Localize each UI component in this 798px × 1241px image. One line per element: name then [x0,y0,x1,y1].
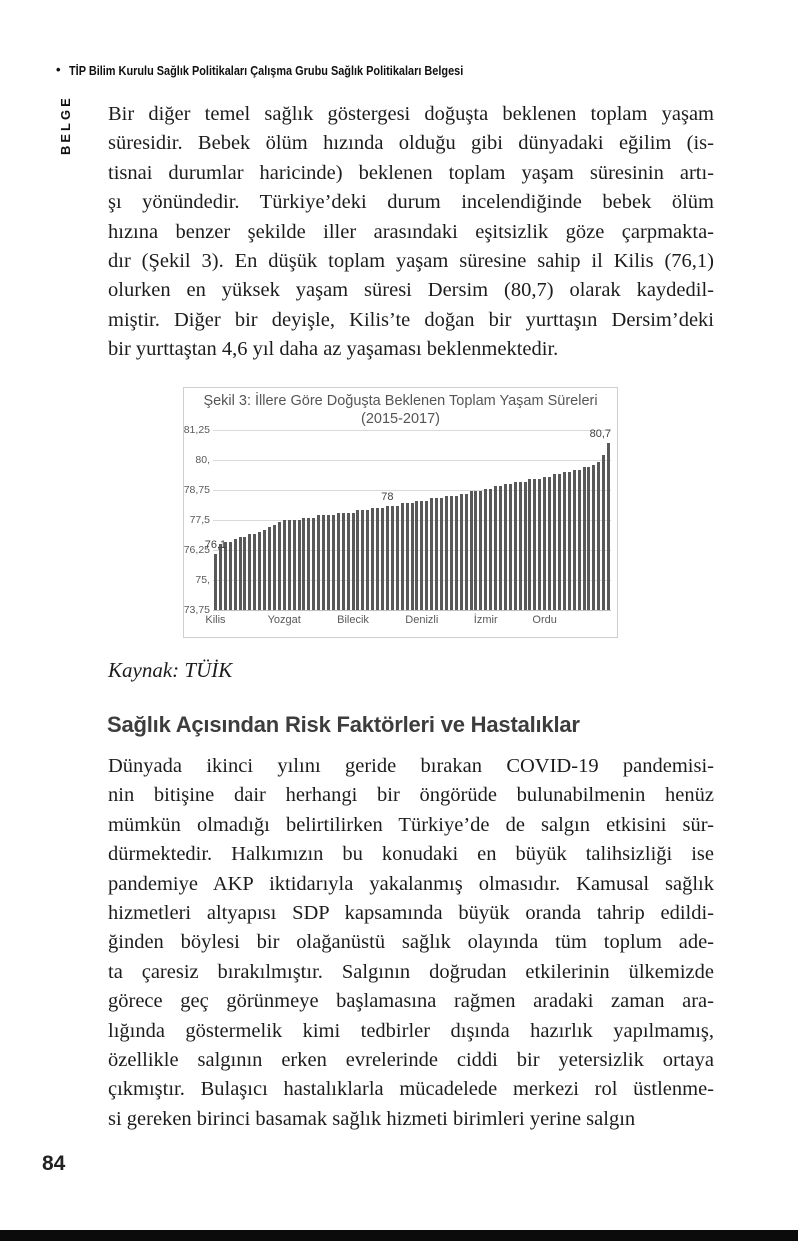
text-line: şı yönündedir. Türkiye’deki durum incelendiğinde bebek ölüm [108,191,714,214]
bar [396,506,399,610]
bottom-bar [0,1230,798,1241]
bar [268,527,271,610]
bar [401,503,404,610]
text-line: nin bitişine dair herhangi bir öngörüde bulunabilmenin henüz [108,784,714,807]
bar [568,472,571,610]
bar [248,534,251,610]
bar [484,489,487,610]
bar [258,532,261,610]
bar [263,530,266,610]
text-line: mümkün olmadığı belirtilirken Türkiye’de de salgın etkisini sür- [108,813,714,836]
bar [273,525,276,610]
bar [499,486,502,610]
bar [592,465,595,610]
bar [420,501,423,610]
x-axis-tick-label: Bilecik [337,614,369,626]
bar [366,510,369,610]
bar [322,515,325,610]
bar [519,482,522,610]
bar [548,477,551,610]
y-axis-tick-label: 80, [195,454,210,466]
bar [543,477,546,610]
text-line: çıkmıştır. Bulaşıcı hastalıklarla mücadelede merkezi rol üstlenme- [108,1078,714,1101]
bar [307,518,310,610]
y-axis-tick-label: 75, [195,574,210,586]
bar [460,494,463,610]
bar [293,520,296,610]
bar [337,513,340,610]
spine-vertical-label: BELGE [58,95,73,155]
page-header [56,62,756,78]
bar [597,462,600,610]
bar [214,554,217,610]
x-axis-tick-label: Yozgat [267,614,301,626]
gridline [213,460,611,461]
x-axis-tick-label: Denizli [405,614,439,626]
text-line: si gereken birinci basamak sağlık hizmeti birimleri yerine salgın [108,1107,636,1130]
bar [243,537,246,610]
bar [381,508,384,610]
text-line: bir yurttaştan 4,6 yıl daha az yaşaması beklenmektedir. [108,338,559,361]
bar [386,506,389,610]
bar [302,518,305,610]
bar [573,470,576,610]
bar [538,479,541,610]
bar [327,515,330,610]
y-axis-tick-label: 77,5 [189,514,210,526]
bar [332,515,335,610]
bar [489,489,492,610]
text-line: hızına benzer şekilde iller arasındaki eşitsizlik göze çarpmakta- [108,220,714,243]
text-line: dürmektedir. Halkımızın bu konudaki en büyük talihsizliği ise [108,843,714,866]
bar [283,520,286,610]
bar [288,520,291,610]
bar [558,474,561,610]
bar [234,539,237,610]
y-axis-tick-label: 78,75 [183,484,210,496]
bar [563,472,566,610]
bar [533,479,536,610]
bar [219,544,222,610]
bar [361,510,364,610]
bar [224,542,227,610]
bar [607,443,610,610]
data-label: 78 [381,490,394,503]
y-axis-tick-label: 81,25 [183,424,210,436]
text-line: dır (Şekil 3). En düşük toplam yaşam süresine sahip il Kilis (76,1) [108,249,714,272]
text-line: olurken en yüksek yaşam süresi Dersim (80,7) olarak kaydedil- [108,279,714,302]
text-line: Dünyada ikinci yılını geride bırakan COVID-19 pandemisi- [108,755,714,777]
text-line: görece geç görünmeye başlamasına rağmen aradaki zaman ara- [108,990,714,1013]
bar [352,513,355,610]
bar [474,491,477,610]
bar [528,479,531,610]
bar [376,508,379,610]
bar [239,537,242,610]
figure-source-caption: Kaynak: TÜİK [108,658,233,682]
bar [524,482,527,610]
text-line: hizmetleri altyapısı SDP kapsamında büyük oranda tahrip edildi- [108,901,714,924]
header-title: TİP Bilim Kurulu Sağlık Politikaları Çalışma Grubu Sağlık Politikaları Belgesi [68,63,463,78]
bar [578,470,581,610]
bar [415,501,418,610]
text-line: Bir diğer temel sağlık göstergesi doğuşta beklenen toplam yaşam [108,103,714,125]
text-line: özellikle salgının erken evrelerinde ciddi bir yetersizlik ortaya [108,1048,714,1071]
bar [312,518,315,610]
page-number: 84 [42,1152,66,1175]
bar [253,534,256,610]
chart-title: Şekil 3: İllere Göre Doğuşta Beklenen Toplam Yaşam Süreleri [203,393,598,409]
bar [450,496,453,610]
bar [470,491,473,610]
text-line: süresidir. Bebek ölüm hızında olduğu gibi dünyadaki eğilim (is- [108,132,714,155]
bar [411,503,414,610]
bar [371,508,374,610]
bar [602,455,605,610]
data-label: 76,1 [204,538,227,551]
data-label: 80,7 [589,428,611,441]
bar [504,484,507,610]
text-line: ta çaresiz bırakılmıştır. Salgının doğrudan etkilerinin ülkemizde [108,960,714,983]
text-line: pandemiye AKP iktidarıyla yakalanmış olmasıdır. Kamusal sağlık [108,872,714,895]
x-axis-tick-label: Kilis [205,614,226,626]
y-axis-tick-label: 76,25 [183,544,210,556]
text-line: miştir. Diğer bir deyişle, Kilis’te doğan bir yurttaşın Dersim’deki [108,308,714,331]
text-line: tisnai durumlar haricinde) beklenen toplam yaşam süresinin artı- [108,161,714,184]
section-heading: Sağlık Açısından Risk Faktörleri ve Hastalıklar [107,712,580,737]
bar [391,506,394,610]
chart-subtitle: (2015-2017) [361,411,440,427]
y-axis-tick-label: 73,75 [183,604,210,616]
bar [317,515,320,610]
bar [445,496,448,610]
bar [425,501,428,610]
x-axis-tick-label: İzmir [473,614,498,626]
bar [430,498,433,610]
bar [479,491,482,610]
bar [298,520,301,610]
paragraph-2 [108,752,714,1134]
bar [342,513,345,610]
gridline [213,610,611,611]
gridline [213,490,611,491]
bar [435,498,438,610]
bar [278,522,281,610]
gridline [213,430,611,431]
bar [455,496,458,610]
bar [509,484,512,610]
bar [587,467,590,610]
bullet-icon: • [56,62,61,77]
bar [494,486,497,610]
figure-3-chart [183,387,618,638]
bar [514,482,517,610]
x-axis-tick-label: Ordu [532,614,557,626]
bar [465,494,468,610]
bar [583,467,586,610]
text-line: ğinden böylesi bir olağanüstü sağlık olayında tüm toplum ade- [108,931,714,954]
bar [356,510,359,610]
bar [553,474,556,610]
text-line: lığında göstermelik kimi tedbirler dışında hazırlık yapılmamış, [108,1019,714,1042]
chart-plot-area [183,424,611,626]
paragraph-1 [108,100,714,365]
bar [406,503,409,610]
bar [229,542,232,610]
bar [347,513,350,610]
bar [440,498,443,610]
